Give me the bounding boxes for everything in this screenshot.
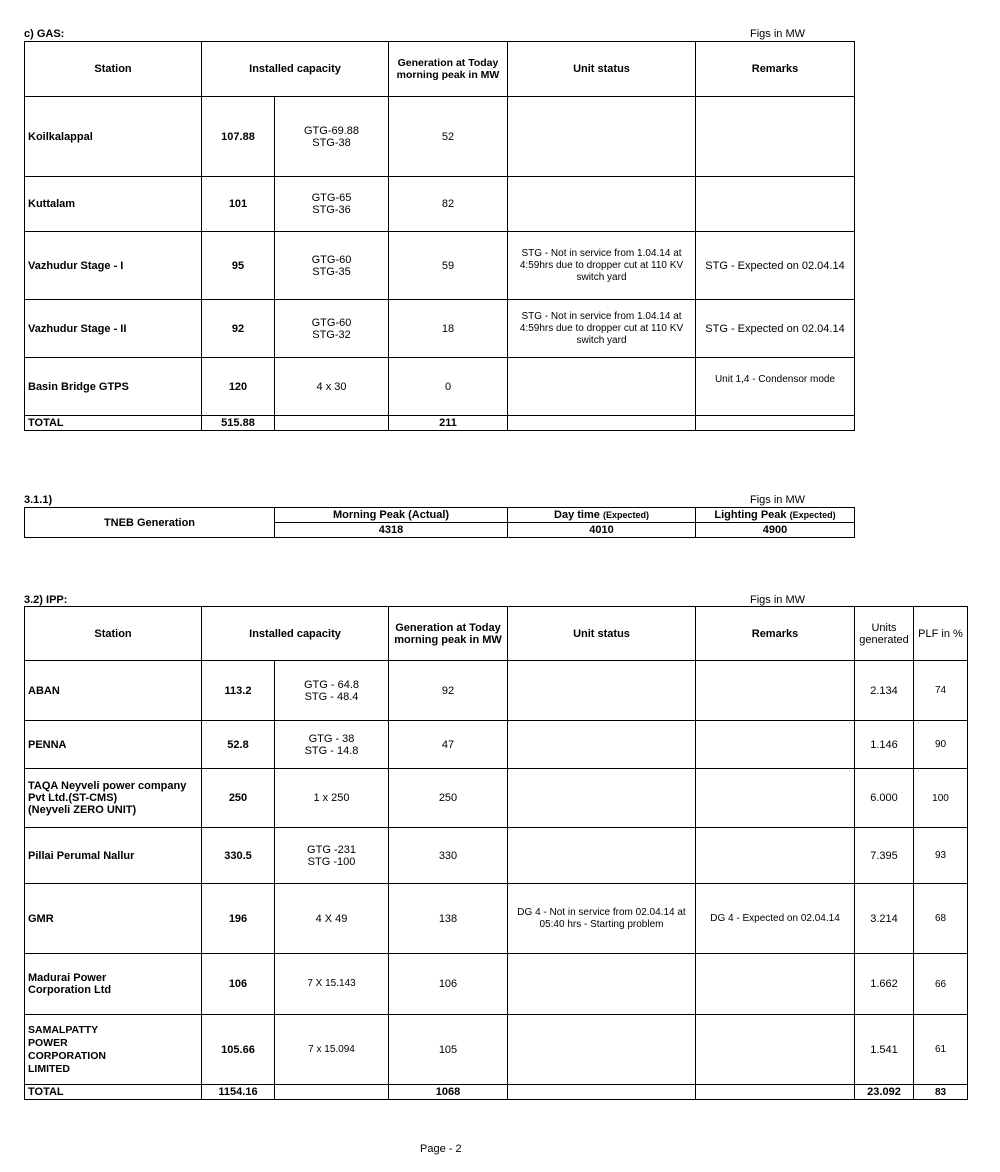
station-name: PENNA — [25, 721, 202, 769]
total-generation: 1068 — [389, 1085, 508, 1100]
unit-status — [508, 97, 696, 177]
station-name: SAMALPATTY POWER CORPORATION LIMITED — [25, 1015, 202, 1085]
remarks — [696, 97, 855, 177]
tneb-day-label-cell — [508, 508, 696, 523]
generation-value: 138 — [389, 884, 508, 954]
station-name: ABAN — [25, 661, 202, 721]
generation-value: 59 — [389, 232, 508, 300]
installed-capacity: 330.5 — [202, 828, 275, 884]
plf-value: 68 — [914, 884, 968, 954]
gas-table — [24, 41, 855, 431]
total-label: TOTAL — [25, 1085, 202, 1100]
generation-value: 47 — [389, 721, 508, 769]
empty-cell — [696, 1085, 855, 1100]
empty-cell — [275, 416, 389, 431]
tneb-lighting-note: (Expected) — [789, 510, 836, 520]
ipp-header-row — [25, 607, 968, 661]
unit-status — [508, 358, 696, 416]
remarks — [696, 721, 855, 769]
station-name: Kuttalam — [25, 177, 202, 232]
total-label: TOTAL — [25, 416, 202, 431]
table-row — [25, 300, 855, 358]
gas-header-remarks: Remarks — [696, 42, 855, 97]
units-generated: 1.662 — [855, 954, 914, 1015]
ipp-header-remarks: Remarks — [696, 607, 855, 661]
installed-capacity: 106 — [202, 954, 275, 1015]
page-number: Page - 2 — [420, 1143, 462, 1155]
unit-config: GTG - 38 STG - 14.8 — [275, 721, 389, 769]
table-row — [25, 828, 968, 884]
units-generated: 2.134 — [855, 661, 914, 721]
total-capacity: 1154.16 — [202, 1085, 275, 1100]
station-name: Koilkalappal — [25, 97, 202, 177]
gas-heading: c) GAS: — [24, 28, 65, 40]
installed-capacity: 250 — [202, 769, 275, 828]
generation-value: 52 — [389, 97, 508, 177]
unit-status — [508, 1015, 696, 1085]
unit-status — [508, 954, 696, 1015]
gas-header-generation: Generation at Today morning peak in MW — [389, 42, 508, 97]
unit-status: STG - Not in service from 1.04.14 at 4:59hrs due to dropper cut at 110 KV switch yard — [508, 232, 696, 300]
unit-status — [508, 828, 696, 884]
ipp-header-generation: Generation at Today morning peak in MW — [389, 607, 508, 661]
total-units-generated: 23.092 — [855, 1085, 914, 1100]
ipp-heading: 3.2) IPP: — [24, 594, 68, 606]
remarks: Unit 1,4 - Condensor mode — [696, 358, 855, 416]
ipp-header-status: Unit status — [508, 607, 696, 661]
gas-header-status: Unit status — [508, 42, 696, 97]
gas-header-station: Station — [25, 42, 202, 97]
gas-header-row — [25, 42, 855, 97]
installed-capacity: 105.66 — [202, 1015, 275, 1085]
installed-capacity: 120 — [202, 358, 275, 416]
installed-capacity: 113.2 — [202, 661, 275, 721]
units-generated: 3.214 — [855, 884, 914, 954]
tneb-morning-label: Morning Peak (Actual) — [275, 508, 508, 523]
total-generation: 211 — [389, 416, 508, 431]
tneb-lighting-label-cell — [696, 508, 855, 523]
station-name: Vazhudur Stage - II — [25, 300, 202, 358]
empty-cell — [696, 416, 855, 431]
units-generated: 1.541 — [855, 1015, 914, 1085]
unit-config: 1 x 250 — [275, 769, 389, 828]
unit-config: GTG - 64.8 STG - 48.4 — [275, 661, 389, 721]
table-row — [25, 884, 968, 954]
ipp-header-installed: Installed capacity — [202, 607, 389, 661]
remarks — [696, 177, 855, 232]
generation-value: 0 — [389, 358, 508, 416]
installed-capacity: 52.8 — [202, 721, 275, 769]
station-name: Basin Bridge GTPS — [25, 358, 202, 416]
installed-capacity: 101 — [202, 177, 275, 232]
units-generated: 1.146 — [855, 721, 914, 769]
unit-status — [508, 721, 696, 769]
ipp-table — [24, 606, 968, 1100]
tneb-table — [24, 507, 855, 538]
installed-capacity: 92 — [202, 300, 275, 358]
tneb-header-row — [25, 508, 855, 523]
unit-config: 4 X 49 — [275, 884, 389, 954]
generation-value: 92 — [389, 661, 508, 721]
total-plf: 83 — [914, 1085, 968, 1100]
table-row — [25, 232, 855, 300]
remarks — [696, 954, 855, 1015]
installed-capacity: 107.88 — [202, 97, 275, 177]
total-capacity: 515.88 — [202, 416, 275, 431]
unit-config: GTG-65 STG-36 — [275, 177, 389, 232]
remarks: STG - Expected on 02.04.14 — [696, 232, 855, 300]
unit-status — [508, 177, 696, 232]
tneb-day-label: Day time — [554, 509, 600, 521]
tneb-morning-value: 4318 — [275, 523, 508, 538]
ipp-header-station: Station — [25, 607, 202, 661]
plf-value: 100 — [914, 769, 968, 828]
remarks — [696, 1015, 855, 1085]
ipp-header-plf: PLF in % — [914, 607, 968, 661]
generation-value: 106 — [389, 954, 508, 1015]
empty-cell — [508, 416, 696, 431]
gas-header-installed: Installed capacity — [202, 42, 389, 97]
remarks — [696, 828, 855, 884]
generation-value: 82 — [389, 177, 508, 232]
unit-config: GTG-60 STG-32 — [275, 300, 389, 358]
tneb-day-note: (Expected) — [602, 510, 649, 520]
station-name: Pillai Perumal Nallur — [25, 828, 202, 884]
installed-capacity: 95 — [202, 232, 275, 300]
station-name: GMR — [25, 884, 202, 954]
table-row — [25, 954, 968, 1015]
table-row — [25, 721, 968, 769]
gas-figs-note: Figs in MW — [750, 28, 805, 40]
plf-value: 61 — [914, 1015, 968, 1085]
unit-config: 7 x 15.094 — [275, 1015, 389, 1085]
ipp-header-units-generated: Units generated — [855, 607, 914, 661]
unit-status — [508, 661, 696, 721]
table-row — [25, 177, 855, 232]
table-row — [25, 1015, 968, 1085]
plf-value: 74 — [914, 661, 968, 721]
generation-value: 18 — [389, 300, 508, 358]
tneb-day-value: 4010 — [508, 523, 696, 538]
tneb-lighting-value: 4900 — [696, 523, 855, 538]
gas-total-row — [25, 416, 855, 431]
station-name: Madurai Power Corporation Ltd — [25, 954, 202, 1015]
empty-cell — [275, 1085, 389, 1100]
table-row — [25, 358, 855, 416]
station-name: TAQA Neyveli power company Pvt Ltd.(ST-CMS) (Neyveli ZERO UNIT) — [25, 769, 202, 828]
tneb-heading: 3.1.1) — [24, 494, 53, 506]
installed-capacity: 196 — [202, 884, 275, 954]
plf-value: 66 — [914, 954, 968, 1015]
tneb-figs-note: Figs in MW — [750, 494, 805, 506]
generation-value: 105 — [389, 1015, 508, 1085]
plf-value: 90 — [914, 721, 968, 769]
unit-status: DG 4 - Not in service from 02.04.14 at 05:40 hrs - Starting problem — [508, 884, 696, 954]
unit-status: STG - Not in service from 1.04.14 at 4:59hrs due to dropper cut at 110 KV switch yard — [508, 300, 696, 358]
ipp-total-row — [25, 1085, 968, 1100]
ipp-figs-note: Figs in MW — [750, 594, 805, 606]
plf-value: 93 — [914, 828, 968, 884]
tneb-label: TNEB Generation — [25, 508, 275, 538]
generation-value: 330 — [389, 828, 508, 884]
empty-cell — [508, 1085, 696, 1100]
unit-config: GTG-69.88 STG-38 — [275, 97, 389, 177]
remarks — [696, 769, 855, 828]
tneb-lighting-label: Lighting Peak — [714, 509, 787, 521]
table-row — [25, 769, 968, 828]
units-generated: 7.395 — [855, 828, 914, 884]
unit-config: GTG-60 STG-35 — [275, 232, 389, 300]
unit-config: GTG -231 STG -100 — [275, 828, 389, 884]
remarks: STG - Expected on 02.04.14 — [696, 300, 855, 358]
unit-status — [508, 769, 696, 828]
unit-config: 4 x 30 — [275, 358, 389, 416]
generation-value: 250 — [389, 769, 508, 828]
unit-config: 7 X 15.143 — [275, 954, 389, 1015]
table-row — [25, 661, 968, 721]
remarks — [696, 661, 855, 721]
station-name: Vazhudur Stage - I — [25, 232, 202, 300]
table-row — [25, 97, 855, 177]
units-generated: 6.000 — [855, 769, 914, 828]
remarks: DG 4 - Expected on 02.04.14 — [696, 884, 855, 954]
